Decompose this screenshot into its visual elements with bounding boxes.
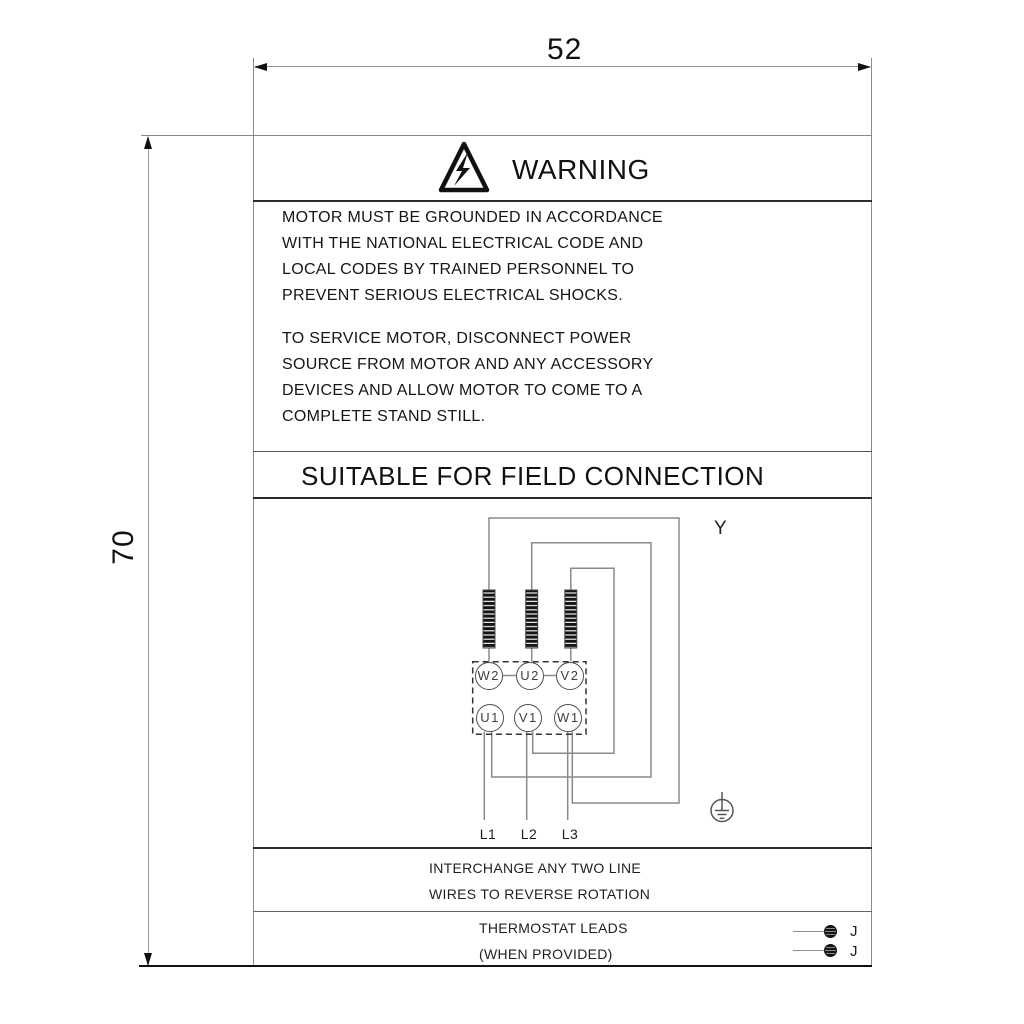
line-label-l1: L1: [479, 826, 497, 842]
thermostat-lead-label-1: J: [850, 923, 858, 940]
line-label-l3: L3: [561, 826, 579, 842]
high-voltage-warning-icon: [438, 140, 490, 193]
star-connection-label: Y: [714, 518, 727, 539]
thermostat-lead-label-2: J: [850, 942, 858, 960]
height-dim-arrow-bottom: [144, 953, 152, 966]
line-label-l2: L2: [520, 826, 538, 842]
height-dimension-line: [148, 138, 149, 965]
winding-coils: [483, 590, 577, 648]
text-line: COMPLETE STAND STILL.: [282, 408, 486, 425]
terminal-w1: W1: [554, 704, 582, 732]
text-line: PREVENT SERIOUS ELECTRICAL SHOCKS.: [282, 287, 623, 304]
thermostat-lead-wire-1: [793, 931, 826, 933]
text-line: WITH THE NATIONAL ELECTRICAL CODE AND: [282, 235, 644, 252]
terminal-w2: W2: [475, 662, 503, 690]
height-dim-arrow-top: [144, 136, 152, 149]
rotation-note-line1: INTERCHANGE ANY TWO LINE: [429, 860, 642, 876]
rotation-note: [429, 855, 650, 907]
divider-warning-header: [253, 200, 872, 202]
ground-icon: [711, 792, 733, 822]
coil-v: [565, 590, 577, 648]
width-dimension-line: [255, 66, 870, 67]
width-dimension-value: 52: [547, 33, 583, 66]
terminal-u1: U1: [476, 704, 504, 732]
coil-u: [526, 590, 538, 648]
warning-body-text: [282, 205, 663, 430]
coil-w: [483, 590, 495, 648]
height-dimension-value: 70: [107, 529, 140, 565]
divider-above-thermostat: [253, 911, 872, 912]
grounding-paragraph: [282, 205, 663, 309]
terminal-v1: V1: [514, 704, 542, 732]
field-connection-title: SUITABLE FOR FIELD CONNECTION: [301, 461, 765, 491]
thermostat-lead-icon-2: [824, 944, 837, 957]
divider-above-suitable: [253, 451, 872, 452]
rotation-note-line2: WIRES TO REVERSE ROTATION: [429, 886, 651, 902]
service-paragraph: [282, 326, 663, 430]
text-line: LOCAL CODES BY TRAINED PERSONNEL TO: [282, 261, 635, 278]
text-line: SOURCE FROM MOTOR AND ANY ACCESSORY: [282, 356, 654, 373]
thermostat-note: [479, 915, 628, 967]
width-dim-arrow-left: [254, 63, 267, 71]
warning-title: WARNING: [512, 154, 650, 185]
thermostat-lead-wire-2: [793, 950, 826, 952]
text-line: MOTOR MUST BE GROUNDED IN ACCORDANCE: [282, 209, 663, 226]
text-line: TO SERVICE MOTOR, DISCONNECT POWER: [282, 330, 632, 347]
width-dim-arrow-right: [858, 63, 871, 71]
warning-triangle-outline: [441, 144, 487, 190]
text-line: DEVICES AND ALLOW MOTOR TO COME TO A: [282, 382, 643, 399]
thermostat-lead-icon-1: [824, 925, 837, 938]
thermostat-note-line1: THERMOSTAT LEADS: [479, 920, 628, 936]
terminal-v2: V2: [556, 662, 584, 690]
thermostat-note-line2: (WHEN PROVIDED): [479, 946, 613, 962]
label-top-border: [141, 135, 872, 136]
terminal-u2: U2: [516, 662, 544, 690]
